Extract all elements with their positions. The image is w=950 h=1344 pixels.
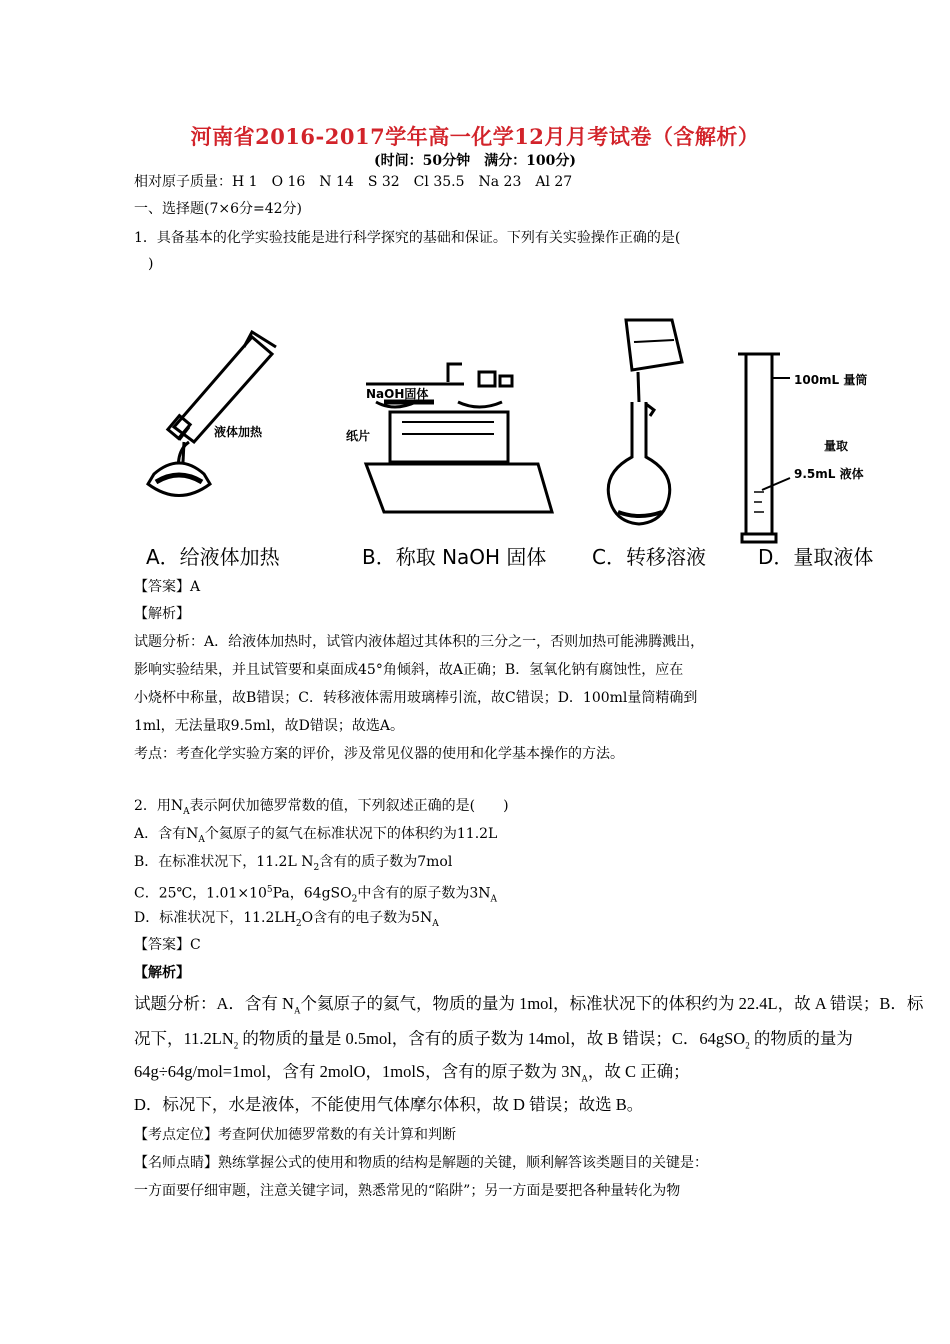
q2-answer: 【答案】C <box>134 937 201 953</box>
caption-c: C．转移溶液 <box>592 545 706 569</box>
label-heating-liquid: 液体加热 <box>214 425 263 439</box>
q1-analysis-heading: 【解析】 <box>134 606 190 622</box>
q2-test-point: 【考点定位】考查阿伏加德罗常数的有关计算和判断 <box>134 1127 456 1143</box>
q2-option-a: A．含有$N_A$个氦原子的氦气在标准状况下的体积约为11.2L <box>134 826 498 845</box>
label-liquid-volume: 9.5mL 液体 <box>794 467 864 481</box>
page-title: 河南省2016-2017学年高一化学12月月考试卷（含解析） <box>190 124 760 149</box>
q2-analysis-line: 试题分析：A．含有 $N_A$个氦原子的氦气，物质的量为 1mol，标准状况下的体积约为 22.4L，故 A 错误；B．标 <box>134 994 924 1016</box>
label-measure: 量取 <box>824 439 849 453</box>
caption-d: D．量取液体 <box>758 545 874 569</box>
q2-analysis-line: D．标况下，水是液体，不能使用气体摩尔体积，故 D 错误；故选 B。 <box>134 1095 644 1114</box>
caption-b: B．称取 NaOH 固体 <box>362 545 547 569</box>
q2-analysis-heading: 【解析】 <box>134 965 190 981</box>
q1-apparatus-figure <box>134 302 894 580</box>
q1-analysis-line: 试题分析：A．给液体加热时，试管内液体超过其体积的三分之一，否则加热可能沸腾溅出， <box>134 634 705 650</box>
exam-time-info: (时间：50分钟 满分：100分) <box>374 153 576 169</box>
graduated-cylinder-drawing <box>738 354 790 542</box>
q1-analysis-line: 影响实验结果，并且试管要和桌面成45°角倾斜，故A正确；B．氢氧化钠有腐蚀性，应在 <box>134 662 684 678</box>
q1-stem-line2: ) <box>134 256 154 272</box>
q1-analysis-line: 小烧杯中称量，故B错误；C．转移液体需用玻璃棒引流，故C错误；D．100ml量筒精确到 <box>134 690 698 706</box>
q1-stem-line1: 1．具备基本的化学实验技能是进行科学探究的基础和保证。下列有关实验操作正确的是( <box>134 230 681 246</box>
volumetric-flask-drawing <box>608 320 682 524</box>
q2-option-d: D．标准状况下，$11.2LH_2O$含有的电子数为$5N_A$ <box>134 910 439 929</box>
label-naoh-solid: NaOH固体 <box>366 387 429 401</box>
q2-analysis-line: 况下，$11.2LN_2$ 的物质的量是 0.5mol，含有的质子数为 14mol，故 B 错误；C．64gSO$_2$ 的物质的量为 <box>134 1029 853 1051</box>
q2-teacher-tip: 【名师点睛】熟练掌握公式的使用和物质的结构是解题的关键，顺利解答该类题目的关键是： <box>134 1155 708 1171</box>
label-cylinder-volume: 100mL 量筒 <box>794 373 868 387</box>
q2-teacher-tip: 一方面要仔细审题，注意关键字词，熟悉常见的“陷阱”；另一方面是要把各种量转化为物 <box>134 1183 681 1199</box>
q2-option-b: B．在标准状况下，11.2L $N_2$含有的质子数为7mol <box>134 854 453 873</box>
caption-a: A．给液体加热 <box>146 545 280 569</box>
q2-stem: 2．用$N_A$表示阿伏加德罗常数的值，下列叙述正确的是( ) <box>134 798 509 817</box>
atomic-mass-line: 相对原子质量：H 1 O 16 N 14 S 32 Cl 35.5 Na 23 Al 27 <box>134 174 573 190</box>
q1-key-point: 考点：考查化学实验方案的评价，涉及常见仪器的使用和化学基本操作的方法。 <box>134 746 624 762</box>
q2-option-c: C．25℃，$1.01\times 10^5Pa$，64gSO$_2$中含有的原子数为$3N_A$ <box>134 885 498 905</box>
heating-test-tube-drawing <box>148 332 276 496</box>
label-paper: 纸片 <box>346 429 371 443</box>
q1-analysis-line: 1ml，无法量取9.5ml，故D错误；故选A。 <box>134 718 405 734</box>
section-heading: 一、选择题(7×6分=42分) <box>134 201 303 217</box>
q1-answer: 【答案】A <box>134 579 201 595</box>
q2-analysis-line: 64g÷64g/mol=1mol，含有 2molO，1molS，含有的原子数为 $3N_A$，故 C 正确； <box>134 1062 690 1084</box>
